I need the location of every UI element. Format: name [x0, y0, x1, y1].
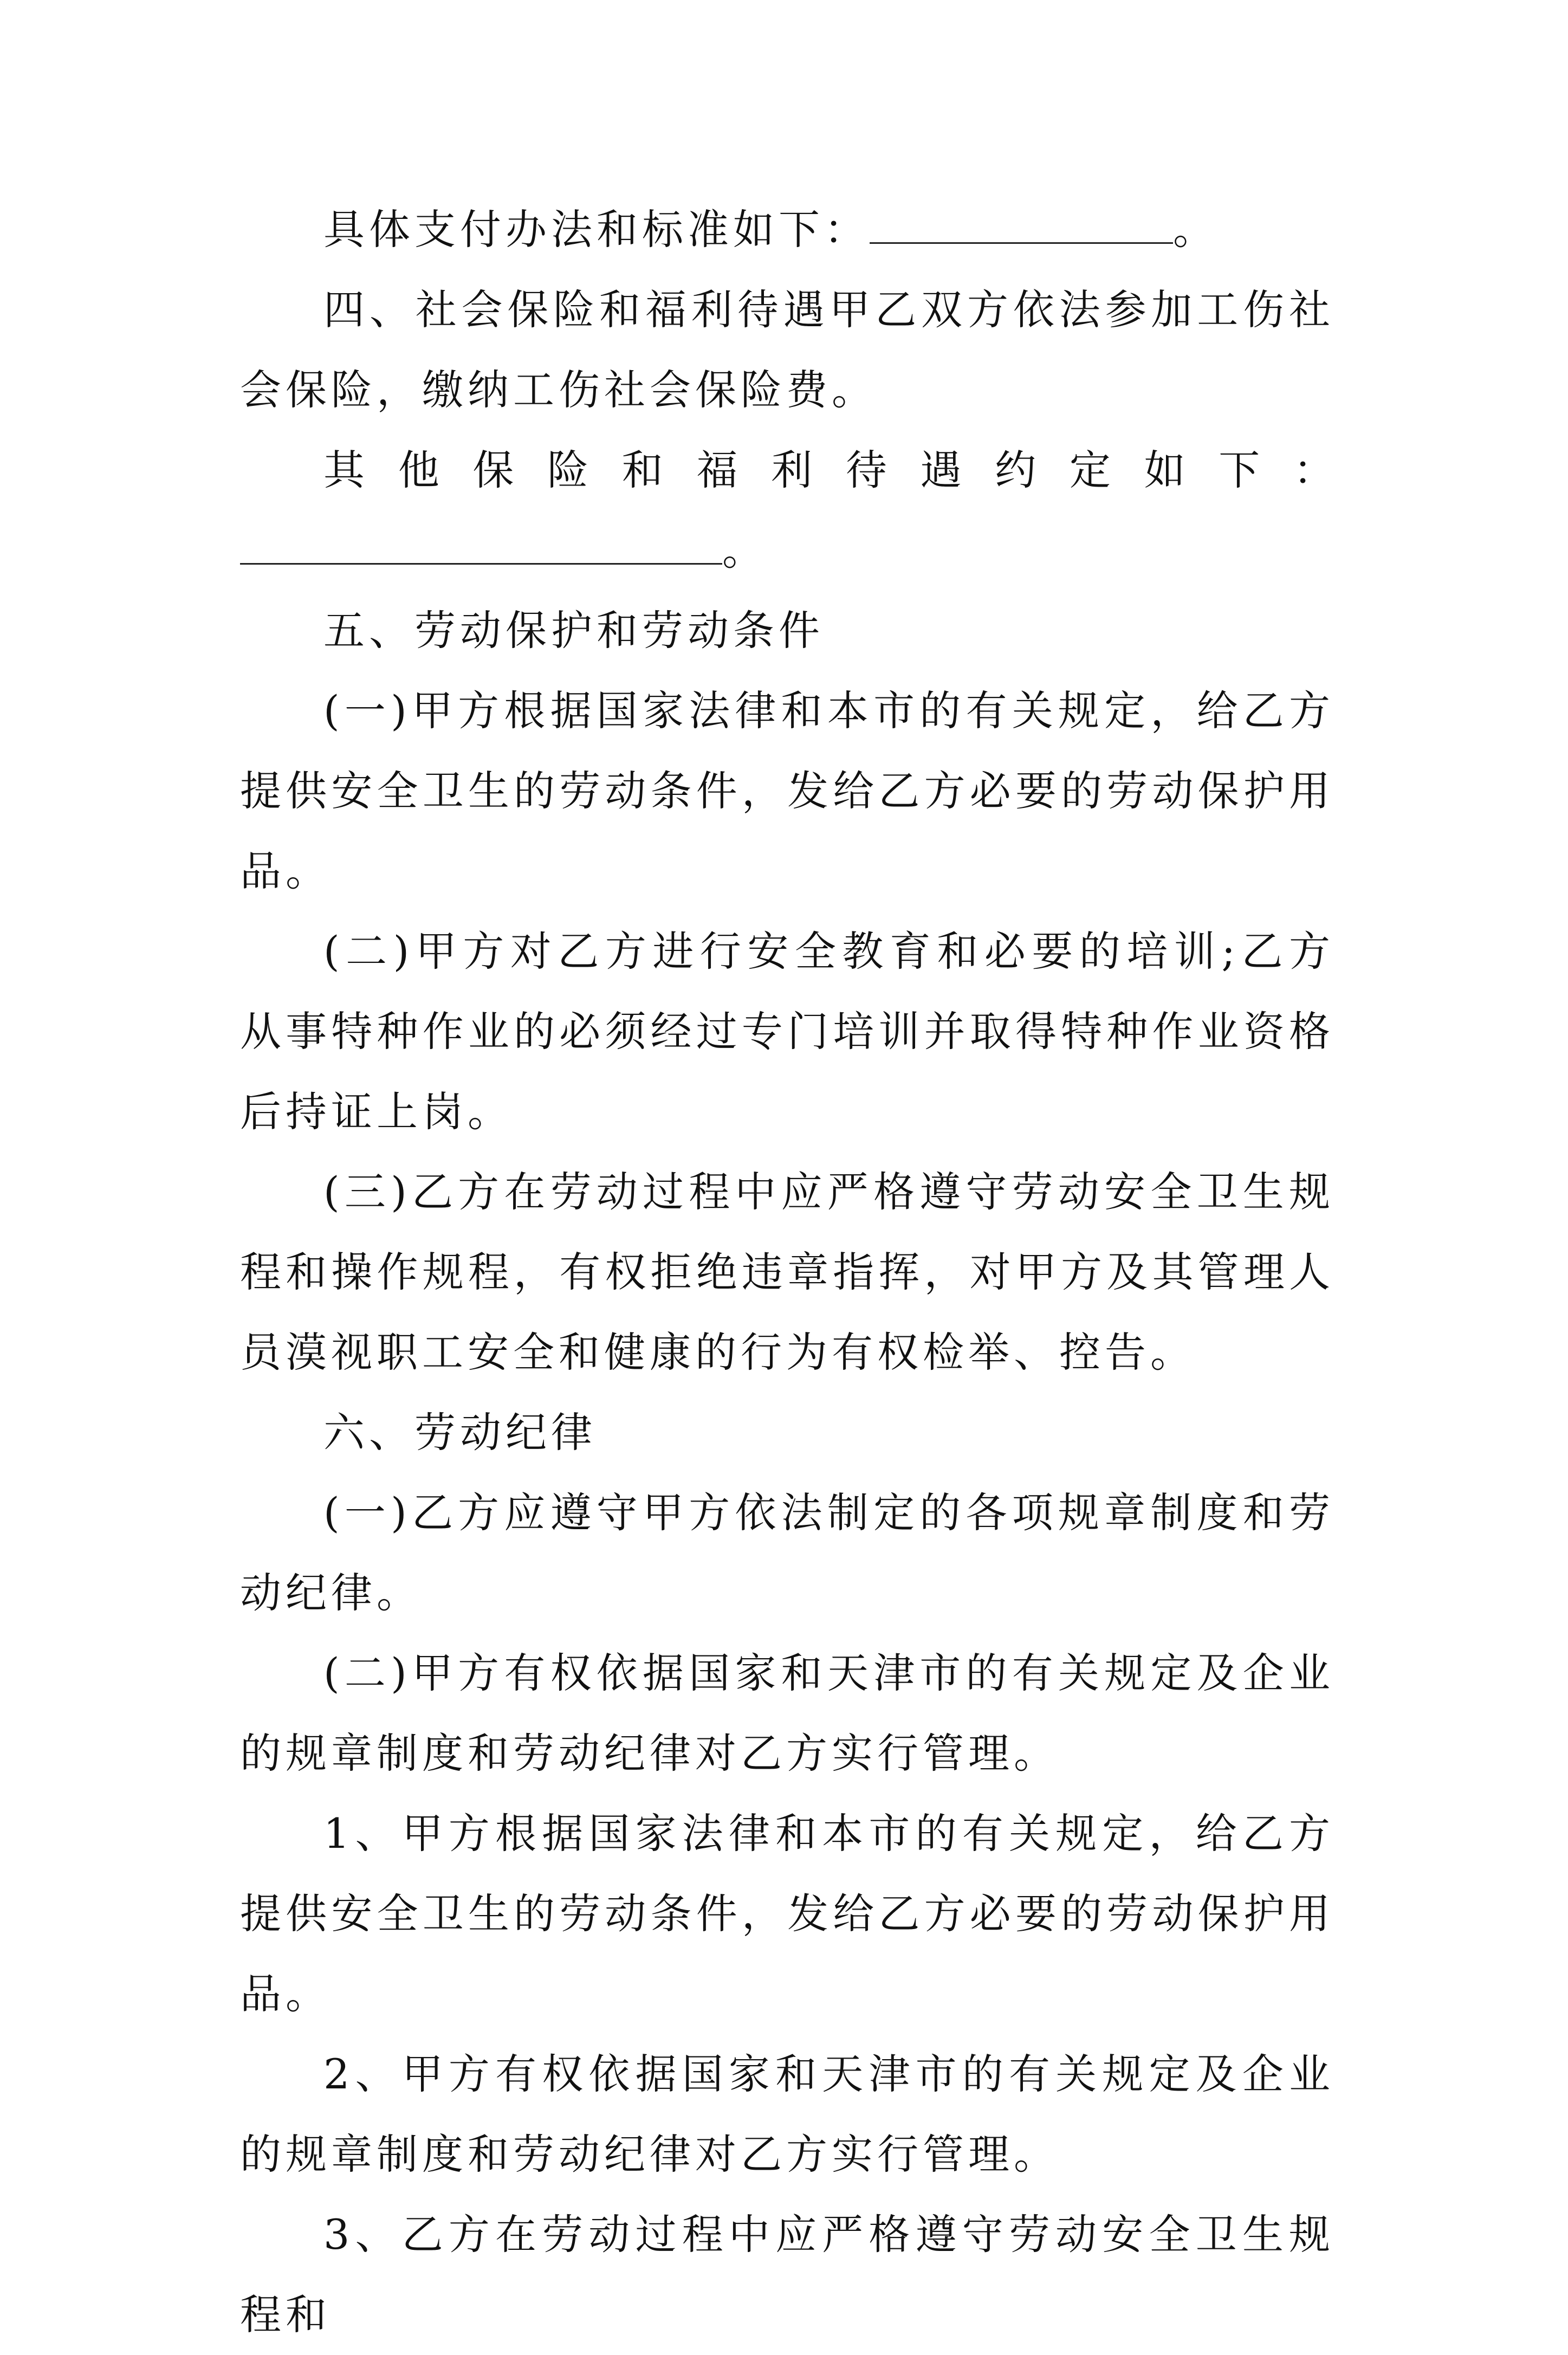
char: 保 [472, 446, 514, 494]
char: 和 [621, 446, 663, 494]
char: 其 [323, 446, 365, 494]
paragraph-labor-discipline-2: (二)甲方有权依据国家和天津市的有关规定及企业的规章制度和劳动纪律对乙方实行管理。 [240, 1649, 1334, 1777]
document-page [240, 190, 1334, 2355]
paragraph-labor-protection-2: (二)甲方对乙方进行安全教育和必要的培训;乙方从事特种作业的必须经过专门培训并取得特种作业资格后持证上岗。 [240, 927, 1334, 1136]
paragraph-item-1: 1、甲方根据国家法律和本市的有关规定，给乙方提供安全卫生的劳动条件，发给乙方必要的劳动保护用品。 [240, 1809, 1334, 2018]
char: 待 [845, 446, 887, 494]
char: 如 [1144, 446, 1185, 494]
paragraph-item-2: 2、甲方有权依据国家和天津市的有关规定及企业的规章制度和劳动纪律对乙方实行管理。 [240, 2050, 1334, 2178]
char: 福 [696, 446, 738, 494]
paragraph-payment-method [240, 190, 1334, 270]
char: 遇 [920, 446, 962, 494]
char: 他 [398, 446, 439, 494]
char: 利 [771, 446, 813, 494]
period: 。 [722, 526, 768, 574]
char: 定 [1069, 446, 1111, 494]
blank-line[interactable] [870, 210, 1173, 244]
payment-method-text: 具体支付办法和标准如下： [323, 205, 870, 254]
paragraph-other-benefits-blank [240, 510, 1334, 591]
blank-line[interactable] [240, 530, 722, 565]
heading-labor-discipline: 六、劳动纪律 [323, 1408, 597, 1457]
paragraph-item-3: 3、乙方在劳动过程中应严格遵守劳动安全卫生规程和 [240, 2210, 1334, 2339]
char: 下 [1219, 446, 1260, 494]
heading-labor-protection: 五、劳动保护和劳动条件 [323, 606, 824, 655]
paragraph-labor-protection-1: (一)甲方根据国家法律和本市的有关规定，给乙方提供安全卫生的劳动条件，发给乙方必要的劳动保护用品。 [240, 687, 1334, 895]
paragraph-labor-discipline-1: (一)乙方应遵守甲方依法制定的各项规章制度和劳动纪律。 [240, 1489, 1334, 1617]
paragraph-other-benefits [240, 430, 1334, 510]
paragraph-social-insurance: 四、社会保险和福利待遇甲乙双方依法参加工伤社会保险，缴纳工伤社会保险费。 [240, 286, 1334, 414]
char: 险 [547, 446, 589, 494]
period: 。 [1173, 205, 1219, 254]
char: 约 [995, 446, 1036, 494]
paragraph-labor-protection-3: (三)乙方在劳动过程中应严格遵守劳动安全卫生规程和操作规程，有权拒绝违章指挥，对甲方及其管理人员漠视职工安全和健康的行为有权检举、控告。 [240, 1168, 1334, 1376]
char: ： [1293, 446, 1334, 494]
